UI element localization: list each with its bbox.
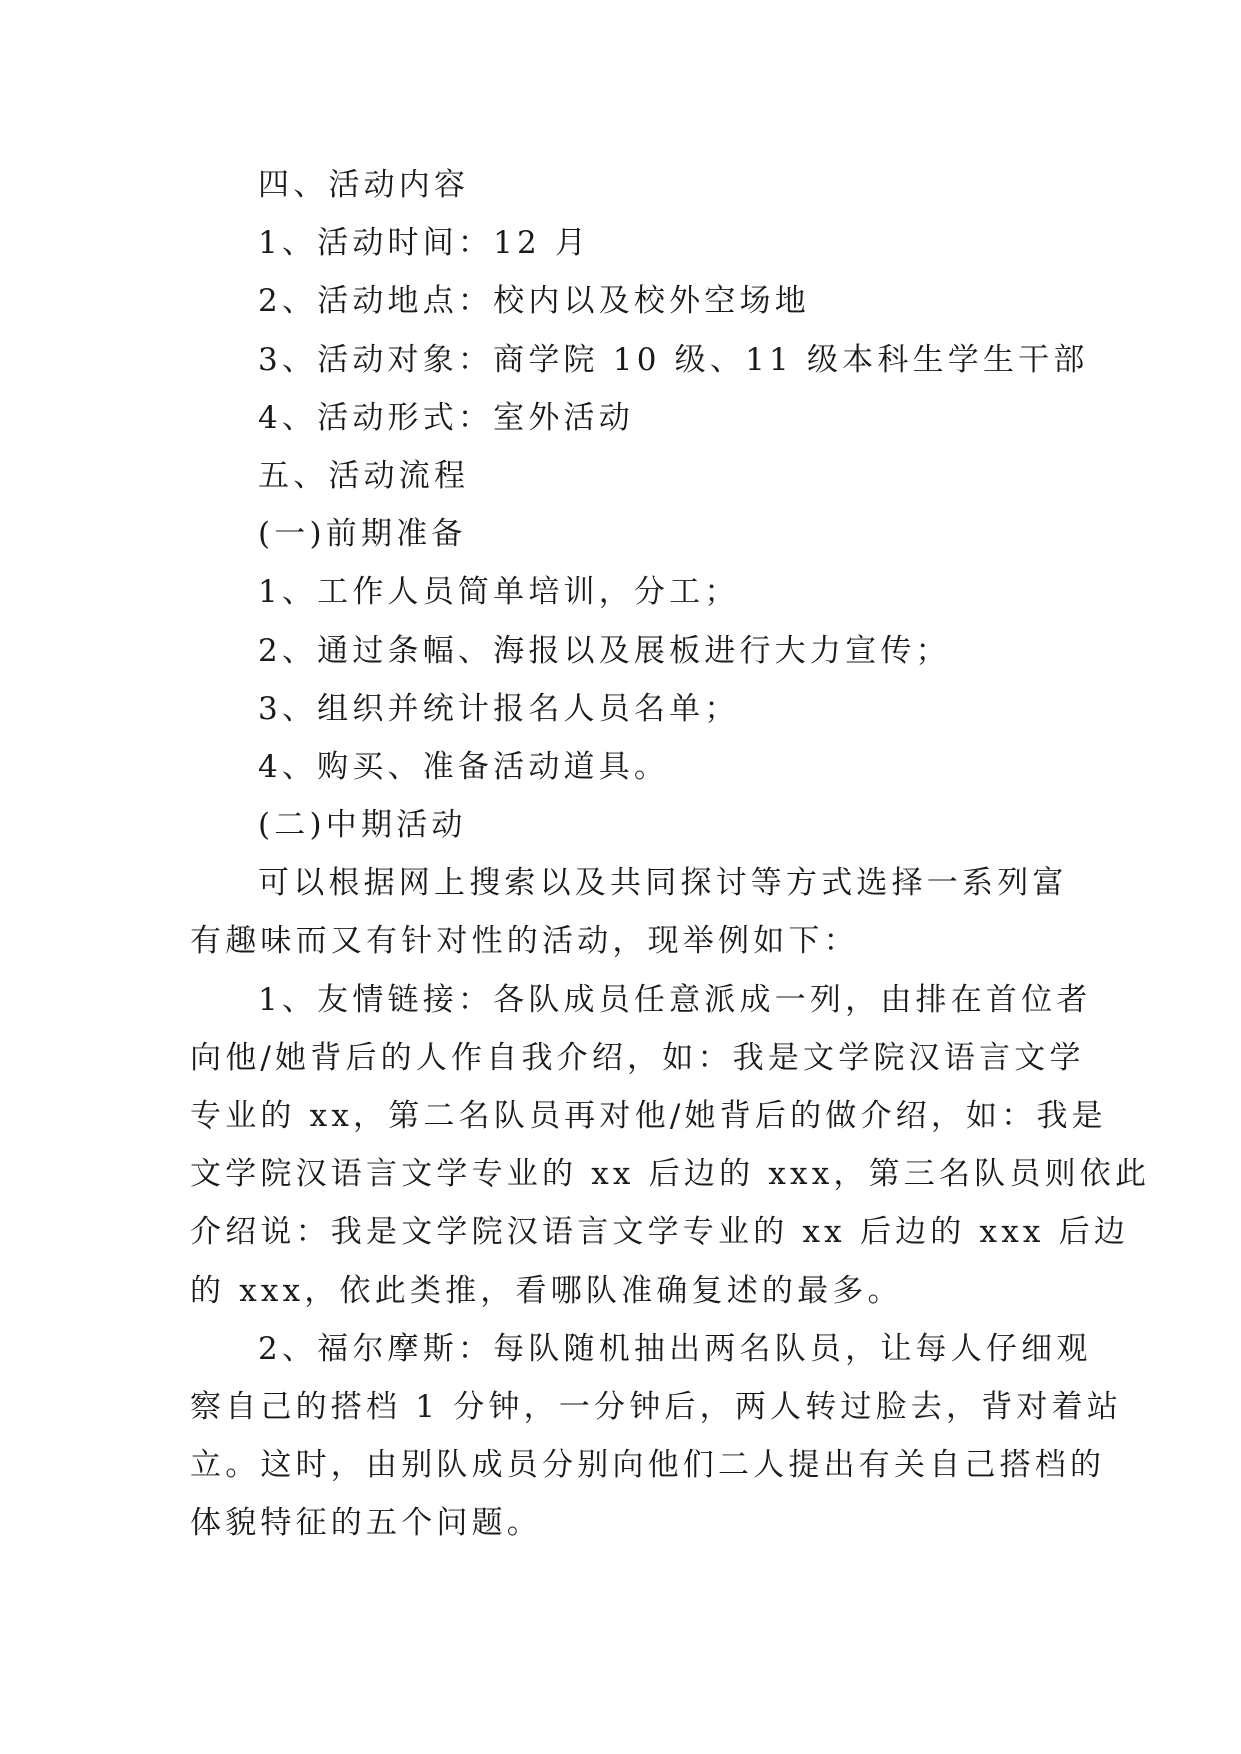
list-item: 2、通过条幅、海报以及展板进行大力宣传；: [258, 632, 951, 669]
list-item: 3、活动对象：商学院 10 级、11 级本科生学生干部: [258, 341, 1089, 378]
paragraph-line: 1、友情链接：各队成员任意派成一列，由排在首位者: [258, 981, 1092, 1018]
paragraph-line: 的 xxx，依此类推，看哪队准确复述的最多。: [190, 1272, 903, 1309]
list-item: 1、工作人员简单培训，分工；: [258, 574, 740, 611]
paragraph-line: 有趣味而又有针对性的活动，现举例如下：: [190, 923, 859, 960]
list-item: 4、活动形式：室外活动: [258, 399, 634, 436]
paragraph-line: 立。这时，由别队成员分别向他们二人提出有关自己搭档的: [190, 1447, 1106, 1484]
paragraph-line: 专业的 xx，第二名队员再对他/她背后的做介绍，如：我是: [190, 1098, 1107, 1134]
paragraph-line: 2、福尔摩斯：每队随机抽出两名队员，让每人仔细观: [258, 1330, 1092, 1367]
section-heading-activity-process: 五、活动流程: [258, 457, 470, 494]
paragraph-line: 介绍说：我是文学院汉语言文学专业的 xx 后边的 xxx 后边: [190, 1214, 1130, 1251]
section-heading-activity-content: 四、活动内容: [258, 167, 470, 203]
list-item: 3、组织并统计报名人员名单；: [258, 690, 740, 727]
paragraph-line: 可以根据网上搜索以及共同探讨等方式选择一系列富: [258, 865, 1068, 902]
subsection-heading-mid-activity: (二)中期活动: [258, 807, 467, 844]
list-item: 2、活动地点：校内以及校外空场地: [258, 283, 810, 320]
paragraph-line: 察自己的搭档 1 分钟，一分钟后，两人转过脸去，背对着站: [190, 1388, 1123, 1425]
paragraph-line: 文学院汉语言文学专业的 xx 后边的 xxx，第三名队员则依此: [190, 1156, 1151, 1193]
subsection-heading-preparation: (一)前期准备: [258, 516, 467, 553]
list-item: 4、购买、准备活动道具。: [258, 748, 670, 785]
paragraph-line: 体貌特征的五个问题。: [190, 1505, 542, 1542]
list-item: 1、活动时间：12 月: [258, 225, 591, 262]
document-body: [190, 156, 1151, 1553]
paragraph-line: 向他/她背后的人作自我介绍，如：我是文学院汉语言文学: [190, 1039, 1085, 1076]
